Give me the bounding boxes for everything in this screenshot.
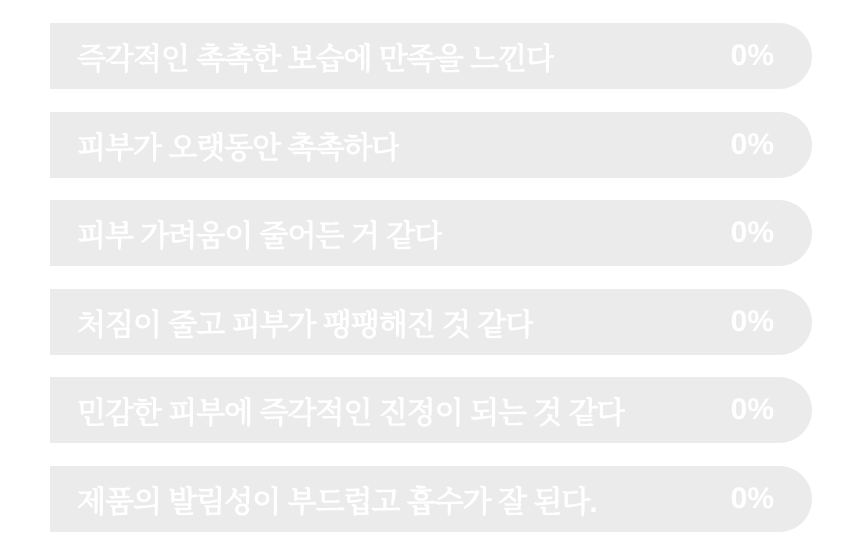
result-bar-row (50, 200, 812, 266)
result-bar-row (50, 466, 812, 532)
result-label: 피부 가려움이 줄어든 거 같다 (77, 220, 443, 254)
result-label: 즉각적인 촉촉한 보습에 만족을 느낀다 (77, 43, 555, 76)
result-label: 제품의 발림성이 부드럽고 흡수가 잘 된다. (77, 485, 597, 519)
result-bar-row (50, 289, 812, 355)
result-percentage: 0% (730, 481, 774, 515)
result-percentage: 0% (730, 127, 774, 161)
result-label: 피부가 오랫동안 촉촉하다 (77, 131, 400, 165)
result-percentage: 0% (730, 216, 774, 250)
result-bar-row (50, 23, 812, 89)
result-percentage: 0% (730, 304, 774, 338)
result-label: 민감한 피부에 즉각적인 진정이 되는 것 같다 (77, 397, 625, 431)
result-percentage: 0% (730, 393, 774, 427)
result-bar-row (50, 112, 812, 178)
result-percentage: 0% (730, 39, 774, 72)
result-bar-row (50, 377, 812, 443)
survey-results-chart (50, 23, 812, 532)
result-label: 처짐이 줄고 피부가 팽팽해진 것 같다 (77, 308, 534, 342)
